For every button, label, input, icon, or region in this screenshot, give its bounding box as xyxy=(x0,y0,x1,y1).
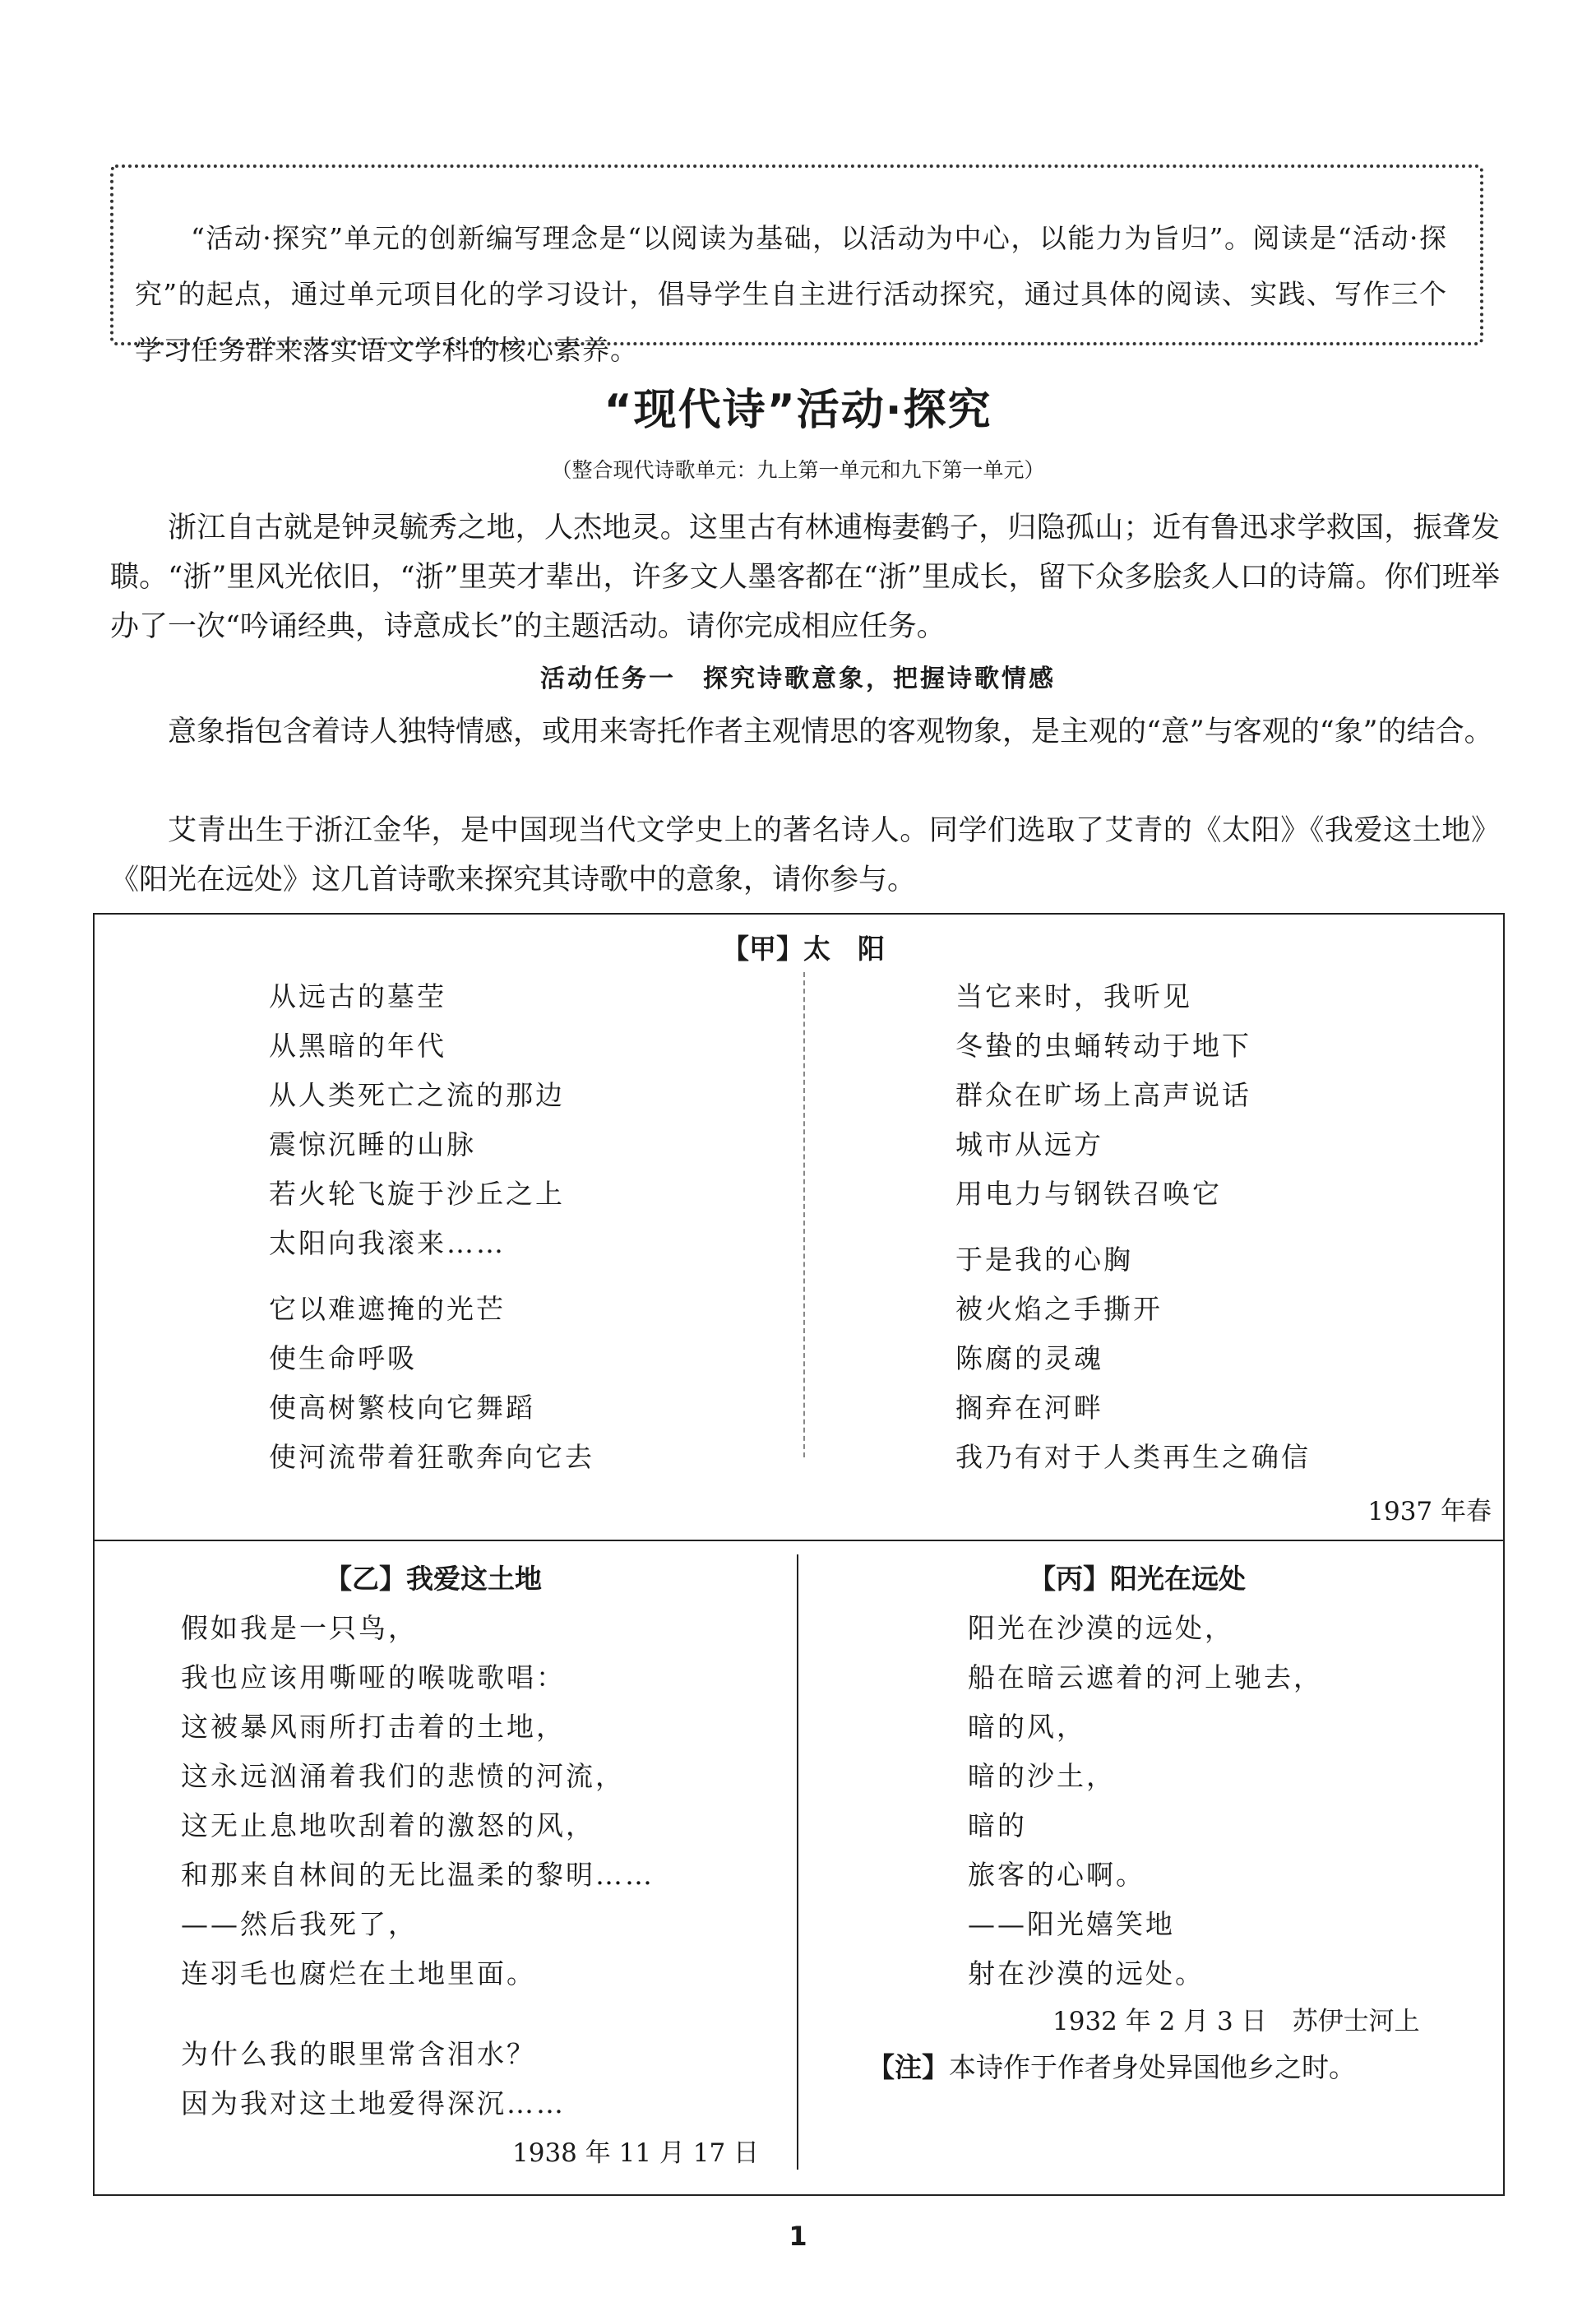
definition-block xyxy=(110,707,1500,757)
poem-line: 船在暗云遮着的河上驰去， xyxy=(968,1661,1323,1693)
poem-bing-date: 1932 年 2 月 3 日 苏伊士河上 xyxy=(1052,2007,1420,2036)
poem-jia-left-stanza-1 xyxy=(269,972,565,1268)
poem-jia-right-stanza-1 xyxy=(955,972,1251,1219)
poem-line: 射在沙漠的远处。 xyxy=(968,1957,1205,1989)
poem-line: 陈腐的灵魂 xyxy=(955,1342,1103,1374)
poem-line: 使河流带着狂歌奔向它去 xyxy=(269,1441,594,1473)
poem-yi-stanza-1 xyxy=(181,1604,655,1999)
poem-line: 我也应该用嘶哑的喉咙歌唱： xyxy=(181,1661,566,1693)
poem-line: ——然后我死了， xyxy=(181,1908,418,1940)
task-intro-block xyxy=(110,806,1500,905)
poem-line: 为什么我的眼里常含泪水？ xyxy=(181,2038,536,2070)
poem-line: ——阳光嬉笑地 xyxy=(968,1908,1175,1940)
poem-bing-note xyxy=(867,2046,1356,2085)
poem-line: 阳光在沙漠的远处， xyxy=(968,1612,1234,1644)
poem-line: 从人类死亡之流的那边 xyxy=(269,1079,565,1111)
poem-box xyxy=(93,913,1505,2196)
poem-line: 使生命呼吸 xyxy=(269,1342,417,1374)
poem-line: 这被暴风雨所打击着的土地， xyxy=(181,1711,566,1743)
poem-jia-date: 1937 年春 xyxy=(1367,1497,1492,1526)
poem-line: 连羽毛也腐烂在土地里面。 xyxy=(181,1957,536,1989)
poem-line: 若火轮飞旋于沙丘之上 xyxy=(269,1178,565,1210)
note-label: 【注】 xyxy=(867,2051,949,2083)
poem-line: 暗的沙土， xyxy=(968,1760,1116,1792)
poem-line: 这无止息地吹刮着的激怒的风， xyxy=(181,1809,595,1841)
poem-line: 它以难遮掩的光芒 xyxy=(269,1293,506,1325)
intro-paragraph: 浙江自古就是钟灵毓秀之地，人杰地灵。这里古有林逋梅妻鹤子，归隐孤山；近有鲁迅求学救国，振聋发聩。“浙”里风光依旧，“浙”里英才辈出，许多文人墨客都在“浙”里成长，留下众多脍炙人口的诗篇。你们班举办了一次“吟诵经典，诗意成长”的主题活动。请你完成相应任务。 xyxy=(110,512,1500,643)
page-title: “现代诗”活动·探究 xyxy=(604,386,992,435)
poem-bing-title: 【丙】阳光在远处 xyxy=(1029,1563,1246,1595)
poem-line: 旅客的心啊。 xyxy=(968,1859,1145,1891)
poem-bing-stanza-1 xyxy=(968,1604,1323,1999)
task-heading: 活动任务一 探究诗歌意象，把握诗歌情感 xyxy=(540,665,1056,693)
poem-line: 城市从远方 xyxy=(955,1128,1103,1160)
poem-yi-stanza-2 xyxy=(181,2030,566,2128)
poem-line: 暗的 xyxy=(968,1809,1027,1841)
task-intro-paragraph: 艾青出生于浙江金华，是中国现当代文学史上的著名诗人。同学们选取了艾青的《太阳》《我爱这土地》《阳光在远处》这几首诗歌来探究其诗歌中的意象，请你参与。 xyxy=(110,814,1500,896)
poem-jia-divider xyxy=(803,972,805,1457)
poem-box-divider xyxy=(95,1540,1503,1541)
subtitle: （整合现代诗歌单元：九上第一单元和九下第一单元） xyxy=(551,458,1045,482)
poem-line: 从远古的墓茔 xyxy=(269,980,446,1012)
definition-paragraph: 意象指包含着诗人独特情感，或用来寄托作者主观情思的客观物象，是主观的“意”与客观的“象”的结合。 xyxy=(168,716,1493,748)
poem-line: 因为我对这土地爱得深沉…… xyxy=(181,2087,566,2119)
poem-line: 使高树繁枝向它舞蹈 xyxy=(269,1392,535,1424)
poem-line: 震惊沉睡的山脉 xyxy=(269,1128,476,1160)
poem-line: 我乃有对于人类再生之确信 xyxy=(955,1441,1311,1473)
poem-line: 被火焰之手撕开 xyxy=(955,1293,1163,1325)
poem-line: 假如我是一只鸟， xyxy=(181,1612,418,1644)
poem-line: 从黑暗的年代 xyxy=(269,1030,446,1062)
poem-yi-date: 1938 年 11 月 17 日 xyxy=(512,2138,760,2168)
poem-jia-left-stanza-2 xyxy=(269,1285,594,1482)
poem-line: 暗的风， xyxy=(968,1711,1086,1743)
intro-box xyxy=(110,164,1483,366)
intro-paragraph-block xyxy=(110,503,1500,651)
poem-column-divider xyxy=(797,1554,798,2170)
poem-line: 太阳向我滚来…… xyxy=(269,1227,506,1259)
poem-yi-title: 【乙】我爱这土地 xyxy=(325,1563,542,1595)
intro-box-text: “活动·探究”单元的创新编写理念是“以阅读为基础，以活动为中心，以能力为旨归”。阅读是“活动·探究”的起点，通过单元项目化的学习设计，倡导学生自主进行活动探究，通过具体的阅读、实践、写作三个学习任务群来落实语文学科的核心素养。 xyxy=(135,222,1447,366)
poem-line: 冬蛰的虫蛹转动于地下 xyxy=(955,1030,1251,1062)
poem-jia-right-stanza-2 xyxy=(955,1235,1311,1482)
poem-line: 于是我的心胸 xyxy=(955,1244,1133,1276)
poem-line: 用电力与钢铁召唤它 xyxy=(955,1178,1222,1210)
page-number: 1 xyxy=(789,2221,807,2252)
poem-line: 群众在旷场上高声说话 xyxy=(955,1079,1251,1111)
poem-line: 搁弃在河畔 xyxy=(955,1392,1103,1424)
note-text: 本诗作于作者身处异国他乡之时。 xyxy=(949,2051,1356,2083)
poem-line: 和那来自林间的无比温柔的黎明…… xyxy=(181,1859,655,1891)
poem-line: 当它来时，我听见 xyxy=(955,980,1192,1012)
poem-jia-title: 【甲】太 阳 xyxy=(722,933,885,965)
poem-line: 这永远汹涌着我们的悲愤的河流， xyxy=(181,1760,625,1792)
